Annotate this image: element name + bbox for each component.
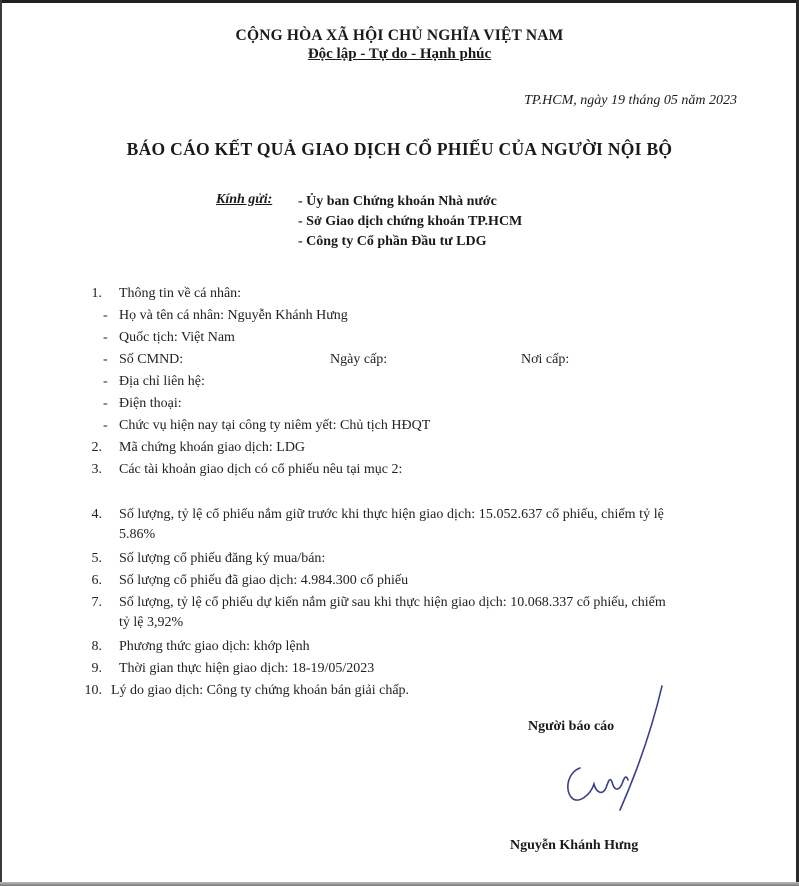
- item-number: 4.: [91, 507, 102, 522]
- item-9-text: Thời gian thực hiện giao dịch: 18-19/05/2023: [119, 661, 375, 676]
- item-3-text: Các tài khoản giao dịch có cổ phiếu nêu tại mục 2:: [119, 462, 403, 477]
- item-number: 3.: [91, 462, 102, 477]
- address-field: Địa chỉ liên hệ:: [119, 374, 205, 389]
- sub-item-dash: -: [103, 330, 108, 345]
- item-2-text: Mã chứng khoán giao dịch: LDG: [119, 440, 306, 455]
- sub-item-dash: -: [103, 308, 108, 323]
- item-number: 9.: [91, 661, 102, 676]
- nationality-field: Quốc tịch: Việt Nam: [119, 330, 235, 345]
- recipient-item: - Công ty Cổ phần Đầu tư LDG: [298, 234, 487, 249]
- item-7-text: Số lượng, tỷ lệ cổ phiếu dự kiến nắm giữ sau khi thực hiện giao dịch: 10.068.337 cổ phiếu, chiếm: [119, 595, 666, 610]
- item-4-text: Số lượng, tỷ lệ cổ phiếu nắm giữ trước khi thực hiện giao dịch: 15.052.637 cổ phiếu, chiếm tỷ lệ: [119, 507, 664, 522]
- full-name-field: Họ và tên cá nhân: Nguyễn Khánh Hưng: [119, 308, 348, 323]
- item-number: 2.: [91, 440, 102, 455]
- item-number: 6.: [91, 573, 102, 588]
- item-4-ratio: 5.86%: [119, 527, 156, 542]
- place-and-date: TP.HCM, ngày 19 tháng 05 năm 2023: [524, 93, 737, 108]
- addressee-label: Kính gửi:: [216, 192, 273, 207]
- id-number-field: Số CMND:: [119, 352, 184, 367]
- position-field: Chức vụ hiện nay tại công ty niêm yết: Chủ tịch HĐQT: [119, 418, 431, 433]
- handwritten-signature: [550, 680, 680, 820]
- item-number: 5.: [91, 551, 102, 566]
- phone-field: Điện thoại:: [119, 396, 182, 411]
- item-6-text: Số lượng cổ phiếu đã giao dịch: 4.984.300 cổ phiếu: [119, 573, 409, 588]
- item-10-text: Lý do giao dịch: Công ty chứng khoán bán giải chấp.: [111, 683, 410, 698]
- recipient-item: - Ủy ban Chứng khoán Nhà nước: [298, 194, 497, 209]
- item-number: 1.: [91, 286, 102, 301]
- sub-item-dash: -: [103, 418, 108, 433]
- item-8-text: Phương thức giao dịch: khớp lệnh: [119, 639, 310, 654]
- item-number: 7.: [91, 595, 102, 610]
- window-left-border: [0, 0, 2, 886]
- window-bottom-border: [0, 882, 799, 886]
- item-1-text: Thông tin về cá nhân:: [119, 286, 242, 301]
- signer-name: Nguyễn Khánh Hưng: [510, 838, 639, 853]
- item-5-text: Số lượng cổ phiếu đăng ký mua/bán:: [119, 551, 326, 566]
- national-motto: Độc lập - Tự do - Hạnh phúc: [307, 46, 492, 62]
- recipient-list: [298, 192, 522, 252]
- national-title: CỘNG HÒA XÃ HỘI CHỦ NGHĨA VIỆT NAM: [235, 27, 564, 44]
- sub-item-dash: -: [103, 374, 108, 389]
- item-number: 10.: [84, 683, 102, 698]
- signer-title: Người báo cáo: [528, 719, 615, 734]
- issue-place-field: Nơi cấp:: [521, 352, 570, 367]
- item-7-ratio: tỷ lệ 3,92%: [119, 615, 184, 630]
- sub-item-dash: -: [103, 396, 108, 411]
- window-top-border: [0, 0, 799, 3]
- document-title: BÁO CÁO KẾT QUẢ GIAO DỊCH CỔ PHIẾU CỦA NGƯỜI NỘI BỘ: [126, 139, 673, 159]
- sub-item-dash: -: [103, 352, 108, 367]
- issue-date-field: Ngày cấp:: [330, 352, 388, 367]
- recipient-item: - Sở Giao dịch chứng khoán TP.HCM: [298, 214, 523, 229]
- item-number: 8.: [91, 639, 102, 654]
